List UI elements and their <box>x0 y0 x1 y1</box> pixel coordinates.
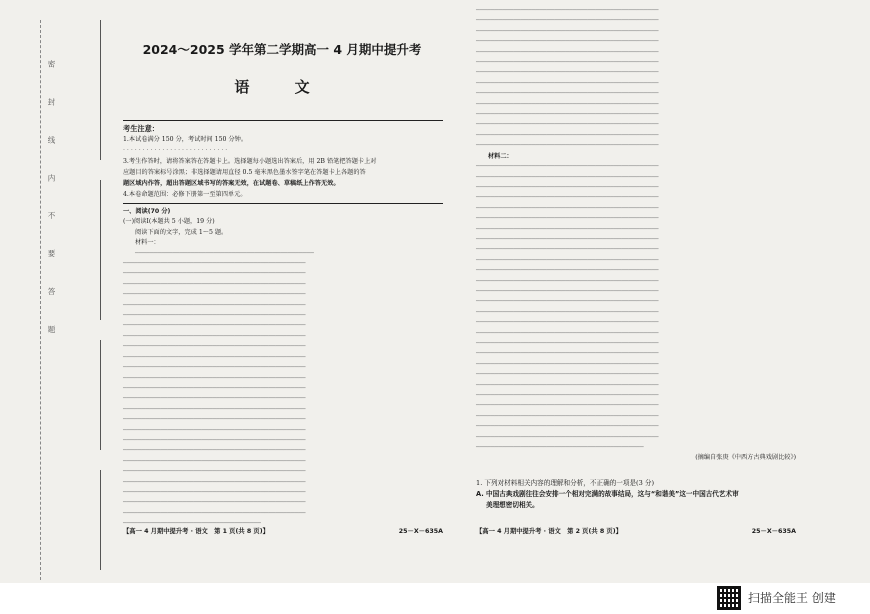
body-text-unreadable: ──────────────────────────────────────────────── <box>135 249 314 257</box>
scanner-brand: 扫描全能王 创建 <box>748 591 836 605</box>
body-text-unreadable: ───────────────────────────────────────────────── <box>476 350 659 358</box>
body-text-unreadable: ───────────────────────────────────────────────── <box>476 27 659 35</box>
body-text-unreadable: ───────────────────────────────────────────── <box>476 444 644 452</box>
body-text-unreadable: ───────────────────────────────────────────────── <box>123 426 306 434</box>
body-text-unreadable: ───────────────────────────────────────────────── <box>476 381 659 389</box>
qr-code-icon <box>717 586 741 610</box>
body-text-unreadable: ───────────────────────────────────────────────── <box>476 79 659 87</box>
material-label: 材料一： <box>135 239 160 247</box>
body-text-unreadable: ───────────────────────────────────────────────── <box>476 402 659 410</box>
body-text-unreadable: ───────────────────────────────────────────────── <box>123 301 306 309</box>
body-text-unreadable: ───────────────────────────────────────────────── <box>123 395 306 403</box>
question-1-option-a: A. 中国古典戏剧往往会安排一个相对完满的故事结局，这与“和谐美”这一中国古代艺术审 <box>476 490 739 498</box>
body-text-unreadable: ───────────────────────────────────────────────── <box>476 298 659 306</box>
body-text-unreadable: ───────────────────────────────────────────────── <box>123 353 306 361</box>
body-text-unreadable: ───────────────────────────────────────────────── <box>123 343 306 351</box>
question-1-option-a-cont: 美理想密切相关。 <box>486 501 539 509</box>
notice-item: 1.本试卷满分 150 分，考试时间 150 分钟。 <box>123 136 248 143</box>
body-text-unreadable: ───────────────────────────────────────────────── <box>476 360 659 368</box>
body-text-unreadable: ───────────────────────────────────────────────── <box>476 59 659 67</box>
body-text-unreadable: ───────────────────────────────────────────────── <box>123 499 306 507</box>
notice-item: 4.本卷命题范围：必修下册第一至第四单元。 <box>123 191 247 198</box>
body-text-unreadable: ───────────────────────────────────────────────── <box>476 319 659 327</box>
body-text-unreadable: ───────────────────────────────────────────────── <box>123 260 306 268</box>
body-text-unreadable: ───────────────────────────────────────────────── <box>123 436 306 444</box>
body-text-unreadable: ───────────────────────────────────────────────── <box>476 412 659 420</box>
body-text-unreadable: ───────────────────────────────────────────────── <box>123 468 306 476</box>
footer-page-label: 【高一 4 月期中提升考 · 语文 第 1 页(共 8 页)】 <box>123 528 269 535</box>
footer-exam-code: 25－X－635A <box>398 528 443 535</box>
body-text-unreadable: ───────────────────────────────────────────────── <box>123 405 306 413</box>
body-text-unreadable: ───────────────────────────────────────────────── <box>476 48 659 56</box>
footer-exam-code: 25－X－635A <box>751 528 796 535</box>
body-text-unreadable: ───────────────────────────────────────────────── <box>476 215 659 223</box>
seal-line-text: 密 封 线 内 不 要 答 题 <box>47 60 56 347</box>
body-text-unreadable: ───────────────────────────────────────────────── <box>476 90 659 98</box>
body-text-unreadable: ───────────────────────────────────────────────── <box>476 287 659 295</box>
notice-item: 题区域内作答，超出答题区域书写的答案无效，在试题卷、草稿纸上作答无效。 <box>123 180 340 187</box>
body-text-unreadable: ───────────────────────────────────────────────── <box>476 256 659 264</box>
body-text-unreadable: ───────────────────────────────────────────────── <box>476 142 659 150</box>
binding-gutter <box>0 0 120 590</box>
fill-line <box>100 20 101 160</box>
question-1 <box>476 478 796 511</box>
body-text-unreadable: ───────────────────────────────────────────────── <box>476 371 659 379</box>
body-text-unreadable: ───────────────────────────────────────────────── <box>476 163 659 171</box>
body-text-unreadable: ───────────────────────────────────────────────── <box>476 173 659 181</box>
body-text-unreadable: ───────────────────────────────────────────────── <box>476 340 659 347</box>
exam-notice <box>123 120 443 204</box>
subject-title: 语 文 <box>234 78 330 96</box>
body-text-unreadable: ───────────────────────────────────────────────── <box>476 69 659 77</box>
body-text-unreadable: ───────────────────────────────────────────────── <box>123 478 306 486</box>
instruction: 阅读下面的文字，完成 1～5 题。 <box>135 228 228 236</box>
body-text-unreadable: ───────────────────────────────────────────────── <box>476 329 659 337</box>
fill-line <box>100 180 101 320</box>
body-text-unreadable: ───────────────────────────────────────────────── <box>123 291 306 299</box>
material-label: 材料二： <box>488 152 513 160</box>
body-text-unreadable: ───────────────────────────────────────────────── <box>123 312 306 320</box>
body-text-unreadable: ───────────────────────────────────────────────── <box>476 7 659 14</box>
body-text-unreadable: ───────────────────────────────────────────────── <box>123 416 306 424</box>
source-citation: (摘编自张庚《中西方古典戏剧比较》) <box>695 454 796 462</box>
notice-item: 3.考生作答时，请将答案答在答题卡上。选择题每小题选出答案后，用 2B 铅笔把答题卡上对 <box>123 158 377 165</box>
body-text-unreadable: ───────────────────────────────────────────────── <box>123 447 306 455</box>
body-text-unreadable: ───────────────────────────────────────────────── <box>476 308 659 316</box>
footer-page-label: 【高一 4 月期中提升考 · 语文 第 2 页(共 8 页)】 <box>476 528 622 535</box>
fill-line <box>100 340 101 450</box>
body-text-unreadable: ───────────────────────────────────────────────── <box>123 488 306 496</box>
body-text-unreadable: ───────────────────────────────────────────────── <box>476 183 659 191</box>
body-text-unreadable: ───────────────────────────────────────────────── <box>476 121 659 129</box>
body-text-unreadable: ───────────────────────────────────────────────── <box>123 332 306 340</box>
subsection-heading: (一)阅读Ⅰ(本题共 5 小题，19 分) <box>123 218 215 226</box>
cut-line <box>40 20 41 580</box>
body-text-unreadable: ───────────────────────────────────────────────── <box>476 433 659 441</box>
notice-heading: 考生注意： <box>123 124 159 133</box>
body-text-unreadable: ───────────────────────────────────────────────── <box>476 38 659 46</box>
body-text-unreadable: ───────────────────────────────────────────────── <box>123 364 306 372</box>
body-text-unreadable: ───────────────────────────────────────────────── <box>123 374 306 382</box>
body-text-unreadable: ───────────────────────────────────────────────── <box>123 270 306 278</box>
body-text-unreadable: ───────────────────────────────────────────────── <box>476 423 659 431</box>
body-text-unreadable: ───────────────────────────────────────────────── <box>123 322 306 330</box>
body-text-unreadable: ───────────────────────────────────────────────── <box>476 392 659 400</box>
body-text-unreadable: ───────────────────────────────────────────────── <box>123 509 306 517</box>
body-text-unreadable: ───────────────────────────────────────────────── <box>476 235 659 243</box>
body-text-unreadable: ───────────────────────────────────────────────── <box>123 280 306 288</box>
body-text-unreadable: ───────────────────────────────────────────────── <box>476 194 659 202</box>
reading-section-left <box>123 207 443 530</box>
body-text-unreadable: ───────────────────────────────────────────────── <box>476 267 659 275</box>
body-text-unreadable: ───────────────────────────────────────────────── <box>476 277 659 285</box>
body-text-unreadable: ───────────────────────────────────────────────── <box>476 100 659 108</box>
body-text-unreadable: ───────────────────────────────────────────────── <box>476 225 659 233</box>
fill-line <box>100 470 101 570</box>
body-text-unreadable: ───────────────────────────────────────────────── <box>476 111 659 119</box>
exam-title: 2024～2025 学年第二学期高一 4 月期中提升考 <box>142 42 422 57</box>
body-text-unreadable: ───────────────────────────────────────────────── <box>123 457 306 465</box>
section-heading: 一、阅读(70 分) <box>123 208 171 215</box>
body-text-unreadable: ───────────────────────────────────────────────── <box>476 246 659 254</box>
body-text-unreadable: ───────────────────────────────────────────────── <box>476 204 659 212</box>
body-text-unreadable: ───────────────────────────────────── <box>123 520 261 528</box>
body-text-unreadable: ───────────────────────────────────────────────── <box>476 17 659 25</box>
reading-section-right <box>476 6 796 464</box>
body-text-unreadable: ───────────────────────────────────────────────── <box>123 384 306 392</box>
question-1-stem: 1. 下列对材料相关内容的理解和分析，不正确的一项是(3 分) <box>476 479 655 487</box>
notice-item: 应题目的答案标号涂黑；非选择题请用直径 0.5 毫米黑色墨水签字笔在答题卡上各题的答 <box>123 169 366 176</box>
body-text-unreadable: ───────────────────────────────────────────────── <box>476 131 659 139</box>
notice-item-unreadable: · · · · · · · · · · · · · · · · · · · · · · · · · · · <box>123 147 228 154</box>
